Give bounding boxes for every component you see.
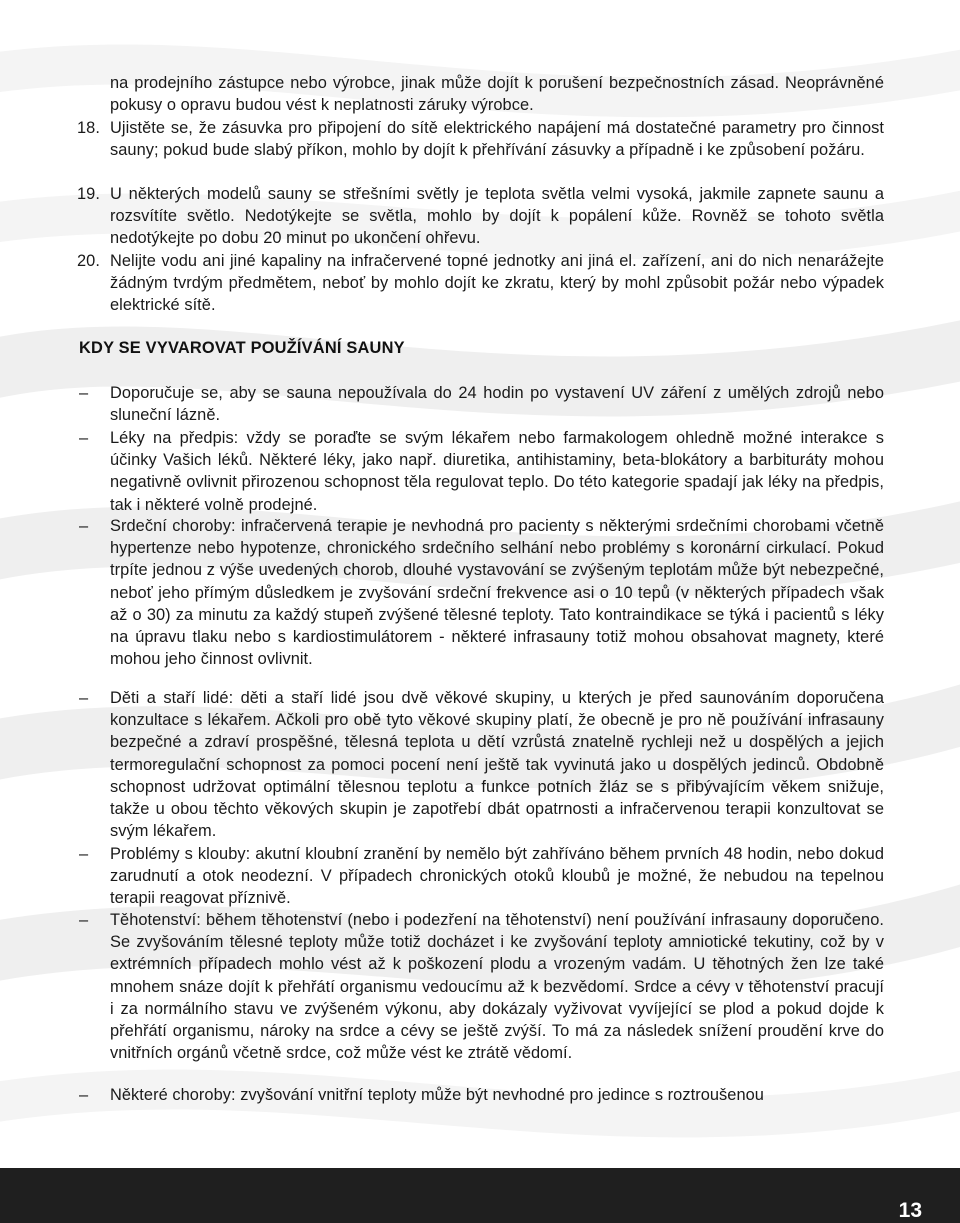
- list-item: [79, 687, 884, 842]
- item-text: Nelijte vodu ani jiné kapaliny na infračervené topné jednotky ani jiná el. zařízení, ani do nich nenarážejte žádným tvrdým předmětem, neboť by mohlo dojít ke zkratu, který by mohl způsobit požár nebo výpadek elektrické sítě.: [110, 252, 884, 315]
- item-number: 18.: [77, 119, 100, 137]
- dash-bullet: –: [79, 517, 89, 535]
- list-item: [79, 843, 884, 910]
- item-number: 19.: [77, 185, 100, 203]
- list-item: [79, 909, 884, 1064]
- list-item: [79, 427, 884, 516]
- list-item-text: Doporučuje se, aby se sauna nepoužívala do 24 hodin po vystavení UV záření z umělých zdrojů nebo sluneční lázně.: [110, 384, 884, 425]
- page-number: 13: [898, 1199, 922, 1222]
- numbered-item-18: [77, 117, 884, 161]
- list-item-text: Problémy s klouby: akutní kloubní zranění by nemělo být zahříváno během prvních 48 hodin, nebo dokud zarudnutí a otok neodezní. V případech chronických otoků kloubů je možné, že nebudou na tepelnou terapii reagovat příznivě.: [110, 845, 884, 908]
- dash-bullet: –: [79, 1086, 89, 1104]
- footer-bar: [0, 1168, 960, 1223]
- list-item-text: Děti a staří lidé: děti a staří lidé jsou dvě věkové skupiny, u kterých je před saunováním doporučena konzultace s lékařem. Ačkoli pro obě tyto věkové skupiny platí, že obecně je pro ně používání infrasauny bezpečné a zdraví prospěšné, tělesná teplota u dětí vzrůstá znatelně rychleji než u dospělých a jejich termoregulační schopnost za pomoci pocení není ještě tak vyvinutá jako u dospělých jedinců. Obdobně schopnost udržovat optimální tělesnou teplotu a funkce potních žláz se s přibývajícím věkem snižuje, takže u obou těchto věkových skupin je zapotřebí dbát opatrnosti a infračervenou terapii konzultovat se svým lékařem.: [110, 689, 884, 841]
- dash-bullet: –: [79, 845, 89, 863]
- list-item-text: Srdeční choroby: infračervená terapie je nevhodná pro pacienty s některými srdečními chorobami včetně hypertenze nebo hypotenze, chronického srdečního selhání nebo problémy s koronární cirkulací. Pokud trpíte jednou z výše uvedených chorob, dlouhé vystavování se zvýšeným teplotám může být nebezpečné, neboť jeho přímým důsledkem je zvyšování srdeční frekvence asi o 10 tepů (v některých případech však až o 30) za minutu za každý stupeň zvýšené tělesné teploty. Tato kontraindikace se týká i pacientů s léky na úpravu tlaku nebo s kardiostimulátorem - některé infrasauny totiž mohou obsahovat magnety, které mohou jeho činnost ovlivnit.: [110, 517, 884, 669]
- section-heading: KDY SE VYVAROVAT POUŽÍVÁNÍ SAUNY: [79, 339, 405, 357]
- list-item-text: Léky na předpis: vždy se poraďte se svým lékařem nebo farmakologem ohledně možné interakce s účinky Vašich léků. Některé léky, jako např. diuretika, antihistaminy, beta-blokátory a barbituráty mohou negativně ovlivnit přirozenou schopnost těla regulovat teplo. Do této kategorie spadají jak léky na předpis, tak i některé volně prodejné.: [110, 429, 884, 514]
- list-item: [79, 1084, 884, 1106]
- numbered-item-19: [77, 183, 884, 250]
- item-number: 20.: [77, 252, 100, 270]
- list-item-text: Těhotenství: během těhotenství (nebo i podezření na těhotenství) není používání infrasauny doporučeno. Se zvyšováním tělesné teploty může totiž docházet i ke zvyšování teploty amniotické tekutiny, což by v extrémních případech mohlo vést až k poškození plodu a vrozeným vadám. U těhotných žen lze také mnohem snáze dojít k přehřátí organismu vedoucímu až k bezvědomí. Srdce a cévy v těhotenství pracují i za normálního stavu ve zvýšeném výkonu, aby dokázaly vyživovat vyvíjející se plod a pokud dojde k přehřátí organismu, nároky na srdce a cévy se ještě zvýší. To má za následek snížení proudění krve do vnitřních orgánů včetně srdce, což může vést ke ztrátě vědomí.: [110, 911, 884, 1063]
- dash-bullet: –: [79, 429, 89, 447]
- dash-bullet: –: [79, 384, 89, 402]
- dash-bullet: –: [79, 911, 89, 929]
- numbered-item-20: [77, 250, 884, 317]
- continuation-paragraph: na prodejního zástupce nebo výrobce, jinak může dojít k porušení bezpečnostních zásad. Neoprávněné pokusy o opravu budou vést k neplatnosti záruky výrobce.: [110, 74, 884, 115]
- dash-bullet: –: [79, 689, 89, 707]
- list-item: [79, 515, 884, 670]
- item-text: U některých modelů sauny se střešními světly je teplota světla velmi vysoká, jakmile zapnete saunu a rozsvítíte světlo. Nedotýkejte se světla, mohlo by dojít k popálení kůže. Rovněž se tohoto světla nedotýkejte po dobu 20 minut po ukončení ohřevu.: [110, 185, 884, 248]
- list-item: [79, 382, 884, 426]
- item-text: Ujistěte se, že zásuvka pro připojení do sítě elektrického napájení má dostatečné parametry pro činnost sauny; pokud bude slabý příkon, mohlo by dojít k přehřívání zásuvky a případně i ke způsobení požáru.: [110, 119, 884, 160]
- list-item-text: Některé choroby: zvyšování vnitřní teploty může být nevhodné pro jedince s roztroušenou: [110, 1086, 764, 1104]
